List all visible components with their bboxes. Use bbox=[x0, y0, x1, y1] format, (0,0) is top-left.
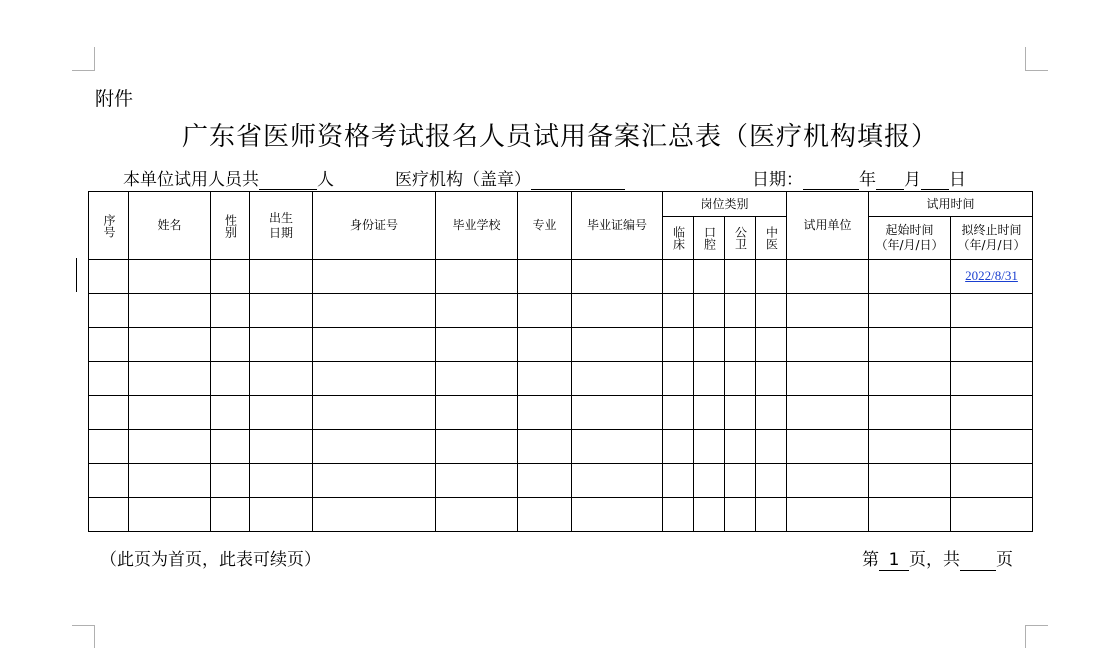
table-cell[interactable] bbox=[436, 362, 518, 396]
table-cell[interactable] bbox=[756, 260, 787, 294]
table-cell[interactable] bbox=[756, 362, 787, 396]
table-cell[interactable] bbox=[572, 464, 663, 498]
table-cell[interactable] bbox=[787, 464, 869, 498]
table-cell[interactable] bbox=[694, 498, 725, 532]
table-cell[interactable] bbox=[211, 260, 250, 294]
table-cell[interactable] bbox=[313, 328, 436, 362]
table-cell[interactable] bbox=[313, 260, 436, 294]
header-post-public-health: 公卫 bbox=[725, 217, 756, 260]
table-cell[interactable] bbox=[869, 260, 951, 294]
table-cell[interactable] bbox=[518, 260, 572, 294]
header-name: 姓名 bbox=[129, 192, 211, 260]
table-cell[interactable] bbox=[313, 498, 436, 532]
table-cell[interactable] bbox=[250, 430, 313, 464]
table-cell[interactable] bbox=[313, 294, 436, 328]
header-seq: 序号 bbox=[89, 192, 129, 260]
day-blank[interactable] bbox=[921, 171, 949, 190]
table-cell[interactable] bbox=[211, 328, 250, 362]
table-cell[interactable] bbox=[869, 328, 951, 362]
table-cell[interactable] bbox=[89, 294, 129, 328]
table-cell[interactable] bbox=[787, 430, 869, 464]
table-cell[interactable] bbox=[518, 294, 572, 328]
table-cell[interactable] bbox=[951, 464, 1033, 498]
table-cell[interactable] bbox=[663, 328, 694, 362]
table-cell[interactable] bbox=[129, 294, 211, 328]
header-trial-unit: 试用单位 bbox=[787, 192, 869, 260]
table-cell[interactable] bbox=[250, 260, 313, 294]
header-id-number: 身份证号 bbox=[313, 192, 436, 260]
table-cell[interactable] bbox=[313, 464, 436, 498]
table-row bbox=[89, 260, 1033, 294]
table-cell[interactable] bbox=[313, 362, 436, 396]
count-blank[interactable] bbox=[259, 171, 317, 190]
table-cell[interactable] bbox=[211, 362, 250, 396]
table-cell[interactable] bbox=[725, 498, 756, 532]
table-cell[interactable] bbox=[694, 430, 725, 464]
table-cell[interactable] bbox=[129, 362, 211, 396]
table-cell[interactable] bbox=[518, 396, 572, 430]
table-cell[interactable] bbox=[129, 430, 211, 464]
start-time-label: 起始时间 bbox=[885, 223, 934, 237]
page-suffix: 页 bbox=[996, 550, 1013, 570]
header-birth-date: 出生日期 bbox=[250, 192, 313, 260]
header-post-dental: 口腔 bbox=[694, 217, 725, 260]
table-cell[interactable] bbox=[129, 396, 211, 430]
table-cell[interactable] bbox=[89, 464, 129, 498]
table-cell[interactable] bbox=[725, 464, 756, 498]
table-cell[interactable] bbox=[951, 294, 1033, 328]
page-title: 广东省医师资格考试报名人员试用备案汇总表（医疗机构填报） bbox=[181, 122, 938, 152]
table-cell[interactable] bbox=[211, 294, 250, 328]
table-row bbox=[89, 362, 1033, 396]
table-cell[interactable] bbox=[436, 328, 518, 362]
table-cell[interactable] bbox=[572, 294, 663, 328]
table-row bbox=[89, 464, 1033, 498]
table-cell[interactable] bbox=[436, 464, 518, 498]
table-cell[interactable] bbox=[572, 328, 663, 362]
table-cell[interactable] bbox=[869, 396, 951, 430]
institution-label: 医疗机构（盖章） bbox=[395, 170, 531, 190]
header-trial-time: 试用时间 bbox=[869, 192, 1033, 217]
table-cell[interactable] bbox=[518, 328, 572, 362]
table-cell[interactable] bbox=[129, 328, 211, 362]
text-cursor bbox=[76, 258, 77, 292]
table-cell[interactable] bbox=[869, 294, 951, 328]
page-prefix: 第 bbox=[862, 550, 879, 570]
table-cell[interactable] bbox=[518, 362, 572, 396]
table-cell[interactable] bbox=[756, 464, 787, 498]
end-time-label: 拟终止时间 bbox=[961, 223, 1022, 237]
table-cell[interactable] bbox=[572, 396, 663, 430]
table-cell[interactable] bbox=[436, 294, 518, 328]
table-cell[interactable] bbox=[211, 464, 250, 498]
table-cell[interactable] bbox=[211, 430, 250, 464]
table-cell[interactable] bbox=[129, 498, 211, 532]
count-prefix: 本单位试用人员共 bbox=[123, 170, 259, 190]
table-cell[interactable] bbox=[951, 396, 1033, 430]
date-label: 日期： bbox=[752, 170, 803, 190]
table-cell[interactable] bbox=[694, 362, 725, 396]
table-cell[interactable] bbox=[663, 498, 694, 532]
page-middle: 页，共 bbox=[909, 550, 960, 570]
table-cell[interactable] bbox=[89, 396, 129, 430]
table-cell[interactable] bbox=[951, 260, 1033, 294]
institution-blank[interactable] bbox=[531, 171, 625, 190]
table-cell[interactable] bbox=[725, 260, 756, 294]
table-row bbox=[89, 498, 1033, 532]
table-cell[interactable] bbox=[250, 294, 313, 328]
date-line bbox=[752, 165, 966, 190]
table-cell[interactable] bbox=[518, 498, 572, 532]
table-cell[interactable] bbox=[694, 260, 725, 294]
table-cell[interactable] bbox=[869, 498, 951, 532]
table-cell[interactable] bbox=[787, 498, 869, 532]
crop-mark-bottom-right bbox=[1025, 625, 1048, 648]
table-cell[interactable] bbox=[725, 362, 756, 396]
table-cell[interactable] bbox=[869, 464, 951, 498]
table-cell[interactable] bbox=[89, 430, 129, 464]
year-label: 年 bbox=[859, 170, 876, 190]
header-certificate-no: 毕业证编号 bbox=[572, 192, 663, 260]
table-cell[interactable] bbox=[129, 260, 211, 294]
table-cell[interactable] bbox=[725, 396, 756, 430]
header-major: 专业 bbox=[518, 192, 572, 260]
table-cell[interactable] bbox=[89, 362, 129, 396]
table-cell[interactable] bbox=[211, 498, 250, 532]
table-cell[interactable] bbox=[663, 362, 694, 396]
table-cell[interactable] bbox=[572, 260, 663, 294]
table-cell[interactable] bbox=[313, 430, 436, 464]
table-cell[interactable] bbox=[89, 328, 129, 362]
year-blank[interactable] bbox=[803, 171, 859, 190]
table-cell[interactable] bbox=[725, 430, 756, 464]
table-cell[interactable] bbox=[725, 294, 756, 328]
start-time-format: （年/月/日） bbox=[875, 238, 944, 252]
end-time-format: （年/月/日） bbox=[957, 238, 1026, 252]
header-end-time bbox=[951, 217, 1033, 260]
header-post-clinical: 临床 bbox=[663, 217, 694, 260]
table-cell[interactable] bbox=[518, 430, 572, 464]
page-indicator bbox=[862, 545, 1013, 571]
table-cell[interactable] bbox=[787, 362, 869, 396]
table-row bbox=[89, 328, 1033, 362]
table-cell[interactable] bbox=[250, 362, 313, 396]
month-label: 月 bbox=[904, 170, 921, 190]
table-cell[interactable] bbox=[756, 430, 787, 464]
trainee-count-line bbox=[123, 165, 334, 190]
summary-table bbox=[88, 191, 1033, 532]
crop-mark-top-left bbox=[72, 47, 95, 71]
table-cell[interactable] bbox=[725, 328, 756, 362]
month-blank[interactable] bbox=[876, 171, 904, 190]
table-cell[interactable] bbox=[436, 396, 518, 430]
table-cell[interactable] bbox=[787, 328, 869, 362]
institution-line bbox=[395, 165, 625, 190]
table-row bbox=[89, 396, 1033, 430]
table-cell[interactable] bbox=[250, 498, 313, 532]
page-number: 1 bbox=[879, 550, 909, 571]
table-cell[interactable] bbox=[663, 260, 694, 294]
table-cell[interactable] bbox=[129, 464, 211, 498]
table-cell[interactable] bbox=[951, 430, 1033, 464]
table-cell[interactable] bbox=[756, 498, 787, 532]
table-cell[interactable] bbox=[869, 430, 951, 464]
header-start-time bbox=[869, 217, 951, 260]
table-cell[interactable] bbox=[951, 362, 1033, 396]
table-cell[interactable] bbox=[787, 294, 869, 328]
attachment-label: 附件 bbox=[95, 88, 134, 110]
table-cell[interactable] bbox=[436, 498, 518, 532]
total-pages-blank[interactable] bbox=[960, 552, 996, 571]
table-cell[interactable] bbox=[694, 328, 725, 362]
crop-mark-top-right bbox=[1025, 47, 1048, 71]
table-cell[interactable] bbox=[250, 328, 313, 362]
table-cell[interactable] bbox=[694, 464, 725, 498]
table-cell[interactable] bbox=[250, 464, 313, 498]
table-cell[interactable] bbox=[572, 430, 663, 464]
table-cell[interactable] bbox=[951, 328, 1033, 362]
end-date-value[interactable]: 2022/8/31 bbox=[965, 268, 1018, 284]
table-cell[interactable] bbox=[89, 498, 129, 532]
table-cell[interactable] bbox=[436, 430, 518, 464]
header-post-tcm: 中医 bbox=[756, 217, 787, 260]
table-cell[interactable] bbox=[663, 294, 694, 328]
table-cell[interactable] bbox=[694, 396, 725, 430]
table-cell[interactable] bbox=[663, 396, 694, 430]
table-cell[interactable] bbox=[250, 396, 313, 430]
table-cell[interactable] bbox=[313, 396, 436, 430]
table-cell[interactable] bbox=[572, 362, 663, 396]
header-post-category: 岗位类别 bbox=[663, 192, 787, 217]
table-cell[interactable] bbox=[211, 396, 250, 430]
table-row bbox=[89, 430, 1033, 464]
header-school: 毕业学校 bbox=[436, 192, 518, 260]
crop-mark-bottom-left bbox=[72, 625, 95, 648]
count-suffix: 人 bbox=[317, 170, 334, 190]
table-cell[interactable] bbox=[869, 362, 951, 396]
table-cell[interactable] bbox=[951, 498, 1033, 532]
continuation-note: （此页为首页，此表可续页） bbox=[100, 550, 321, 570]
table-cell[interactable] bbox=[663, 464, 694, 498]
header-gender: 性别 bbox=[211, 192, 250, 260]
table-row bbox=[89, 294, 1033, 328]
table-cell[interactable] bbox=[787, 260, 869, 294]
table-cell[interactable] bbox=[518, 464, 572, 498]
table-cell[interactable] bbox=[663, 430, 694, 464]
table-cell[interactable] bbox=[694, 294, 725, 328]
table-cell[interactable] bbox=[756, 396, 787, 430]
table-cell[interactable] bbox=[787, 396, 869, 430]
table-cell[interactable] bbox=[89, 260, 129, 294]
table-cell[interactable] bbox=[572, 498, 663, 532]
table-cell[interactable] bbox=[756, 294, 787, 328]
day-label: 日 bbox=[949, 170, 966, 190]
table-cell[interactable] bbox=[436, 260, 518, 294]
table-cell[interactable] bbox=[756, 328, 787, 362]
